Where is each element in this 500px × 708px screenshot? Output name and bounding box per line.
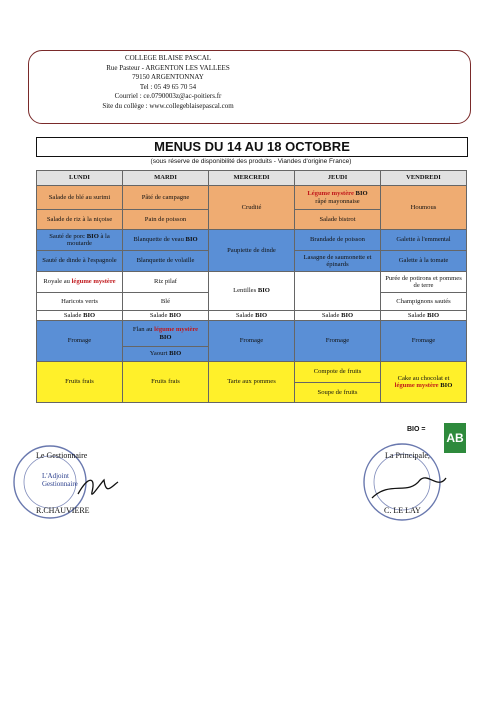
mystery-label: légume mystère [71, 278, 116, 286]
menu-cell: Salade BIO [123, 311, 209, 321]
menu-table [36, 170, 467, 403]
menu-cell: Fromage [381, 321, 467, 362]
bio-label: BIO [257, 287, 270, 295]
menu-cell: Fruits frais [123, 362, 209, 403]
menu-cell: Salade BIO [381, 311, 467, 321]
menu-cell: Fromage [209, 321, 295, 362]
page-title: MENUS DU 14 AU 18 OCTOBRE [36, 137, 468, 157]
bio-legend: BIO = [407, 426, 426, 433]
college-street: Rue Pasteur - ARGENTON LES VALLEES [106, 63, 230, 72]
bio-label: BIO [341, 311, 354, 319]
menu-cell: Salade BIO [209, 311, 295, 321]
mystery-label: légume mystère [394, 382, 439, 389]
bio-label: BIO [427, 311, 440, 319]
bio-label: BIO [255, 311, 268, 319]
page-subtitle: (sous réserve de disponibilité des produits - Viandes d'origine France) [150, 158, 352, 165]
menu-cell: Salade BIO [295, 311, 381, 321]
menu-cell: Purée de potirons et pommes de terre [381, 272, 467, 293]
bio-label: BIO [169, 311, 182, 319]
menu-cell: Salade de riz à la niçoise [37, 210, 123, 230]
day-header: VENDREDI [381, 171, 467, 186]
menu-cell: Royale au légume mystère [37, 272, 123, 293]
menu-cell: Blé [123, 293, 209, 311]
gestionnaire-stamp-text: L'Adjoint Gestionnaire [42, 472, 78, 488]
bio-label: BIO [86, 232, 99, 240]
principale-title: La Principale, [385, 451, 430, 460]
menu-cell: Galette à la tomate [381, 251, 467, 272]
menu-cell: Houmous [381, 186, 467, 230]
menu-cell: Fromage [37, 321, 123, 362]
menu-cell: Cake au chocolat et légume mystère BIO [381, 362, 467, 403]
menu-cell: Paupiette de dinde [209, 230, 295, 272]
bio-label: BIO [83, 311, 96, 319]
menu-cell: Sauté de porc BIO à la moutarde [37, 230, 123, 251]
bio-label: BIO [185, 236, 198, 244]
menu-cell: Pain de poisson [123, 210, 209, 230]
gestionnaire-name: R.CHAUVIERE [36, 506, 90, 515]
menu-cell: Champignons sautés [381, 293, 467, 311]
day-header: LUNDI [37, 171, 123, 186]
menu-cell: Sauté de dinde à l'espagnole [37, 251, 123, 272]
bio-label: BIO [169, 350, 182, 358]
mystery-label: légume mystère [154, 326, 199, 334]
menu-cell: Yaourt BIO [123, 347, 209, 362]
day-header: JEUDI [295, 171, 381, 186]
principale-name: C. LE LAY [384, 506, 421, 515]
bio-label: BIO [159, 333, 172, 341]
menu-cell: Salade bistrot [295, 210, 381, 230]
menu-cell: Lentilles BIO [209, 272, 295, 311]
college-email[interactable]: Courriel : ce.0790003z@ac-poitiers.fr [114, 92, 222, 101]
menu-cell: Crudité [209, 186, 295, 230]
menu-cell: Tarte aux pommes [209, 362, 295, 403]
day-header: MERCREDI [209, 171, 295, 186]
bio-label: BIO [353, 190, 368, 198]
menu-cell: Lasagne de saumonette et épinards [295, 251, 381, 272]
menu-cell: Fruits frais [37, 362, 123, 403]
college-city: 79150 ARGENTONNAY [132, 73, 204, 82]
menu-cell: Riz pilaf [123, 272, 209, 293]
college-name: COLLEGE BLAISE PASCAL [124, 54, 212, 62]
menu-cell: Pâté de campagne [123, 186, 209, 210]
day-header: MARDI [123, 171, 209, 186]
menu-cell [295, 186, 381, 210]
menu-cell: Salade BIO [37, 311, 123, 321]
menu-cell: Compote de fruits [295, 362, 381, 383]
menu-cell: Haricots verts [37, 293, 123, 311]
menu-cell: Blanquette de volaille [123, 251, 209, 272]
menu-cell: Galette à l'emmental [381, 230, 467, 251]
menu-cell [295, 272, 381, 311]
gestionnaire-title: Le Gestionnaire [36, 451, 88, 460]
menu-cell: Fromage [295, 321, 381, 362]
mystery-label: Légume mystère [307, 190, 354, 198]
day-header-row [37, 171, 467, 186]
menu-cell: Soupe de fruits [295, 383, 381, 403]
menu-cell: Flan au légume mystère BIO [123, 321, 209, 347]
menu-cell: Salade de blé au surimi [37, 186, 123, 210]
menu-cell: Brandade de poisson [295, 230, 381, 251]
college-address [68, 54, 268, 112]
college-phone: Tel : 05 49 65 70 54 [139, 82, 197, 91]
menu-cell: Blanquette de veau BIO [123, 230, 209, 251]
ab-organic-logo: AB [444, 423, 466, 453]
college-website[interactable]: Site du collège : www.collegeblaisepascal.com [102, 101, 234, 110]
menu-text: râpé mayonnaise [315, 197, 360, 205]
bio-label: BIO [438, 382, 453, 389]
